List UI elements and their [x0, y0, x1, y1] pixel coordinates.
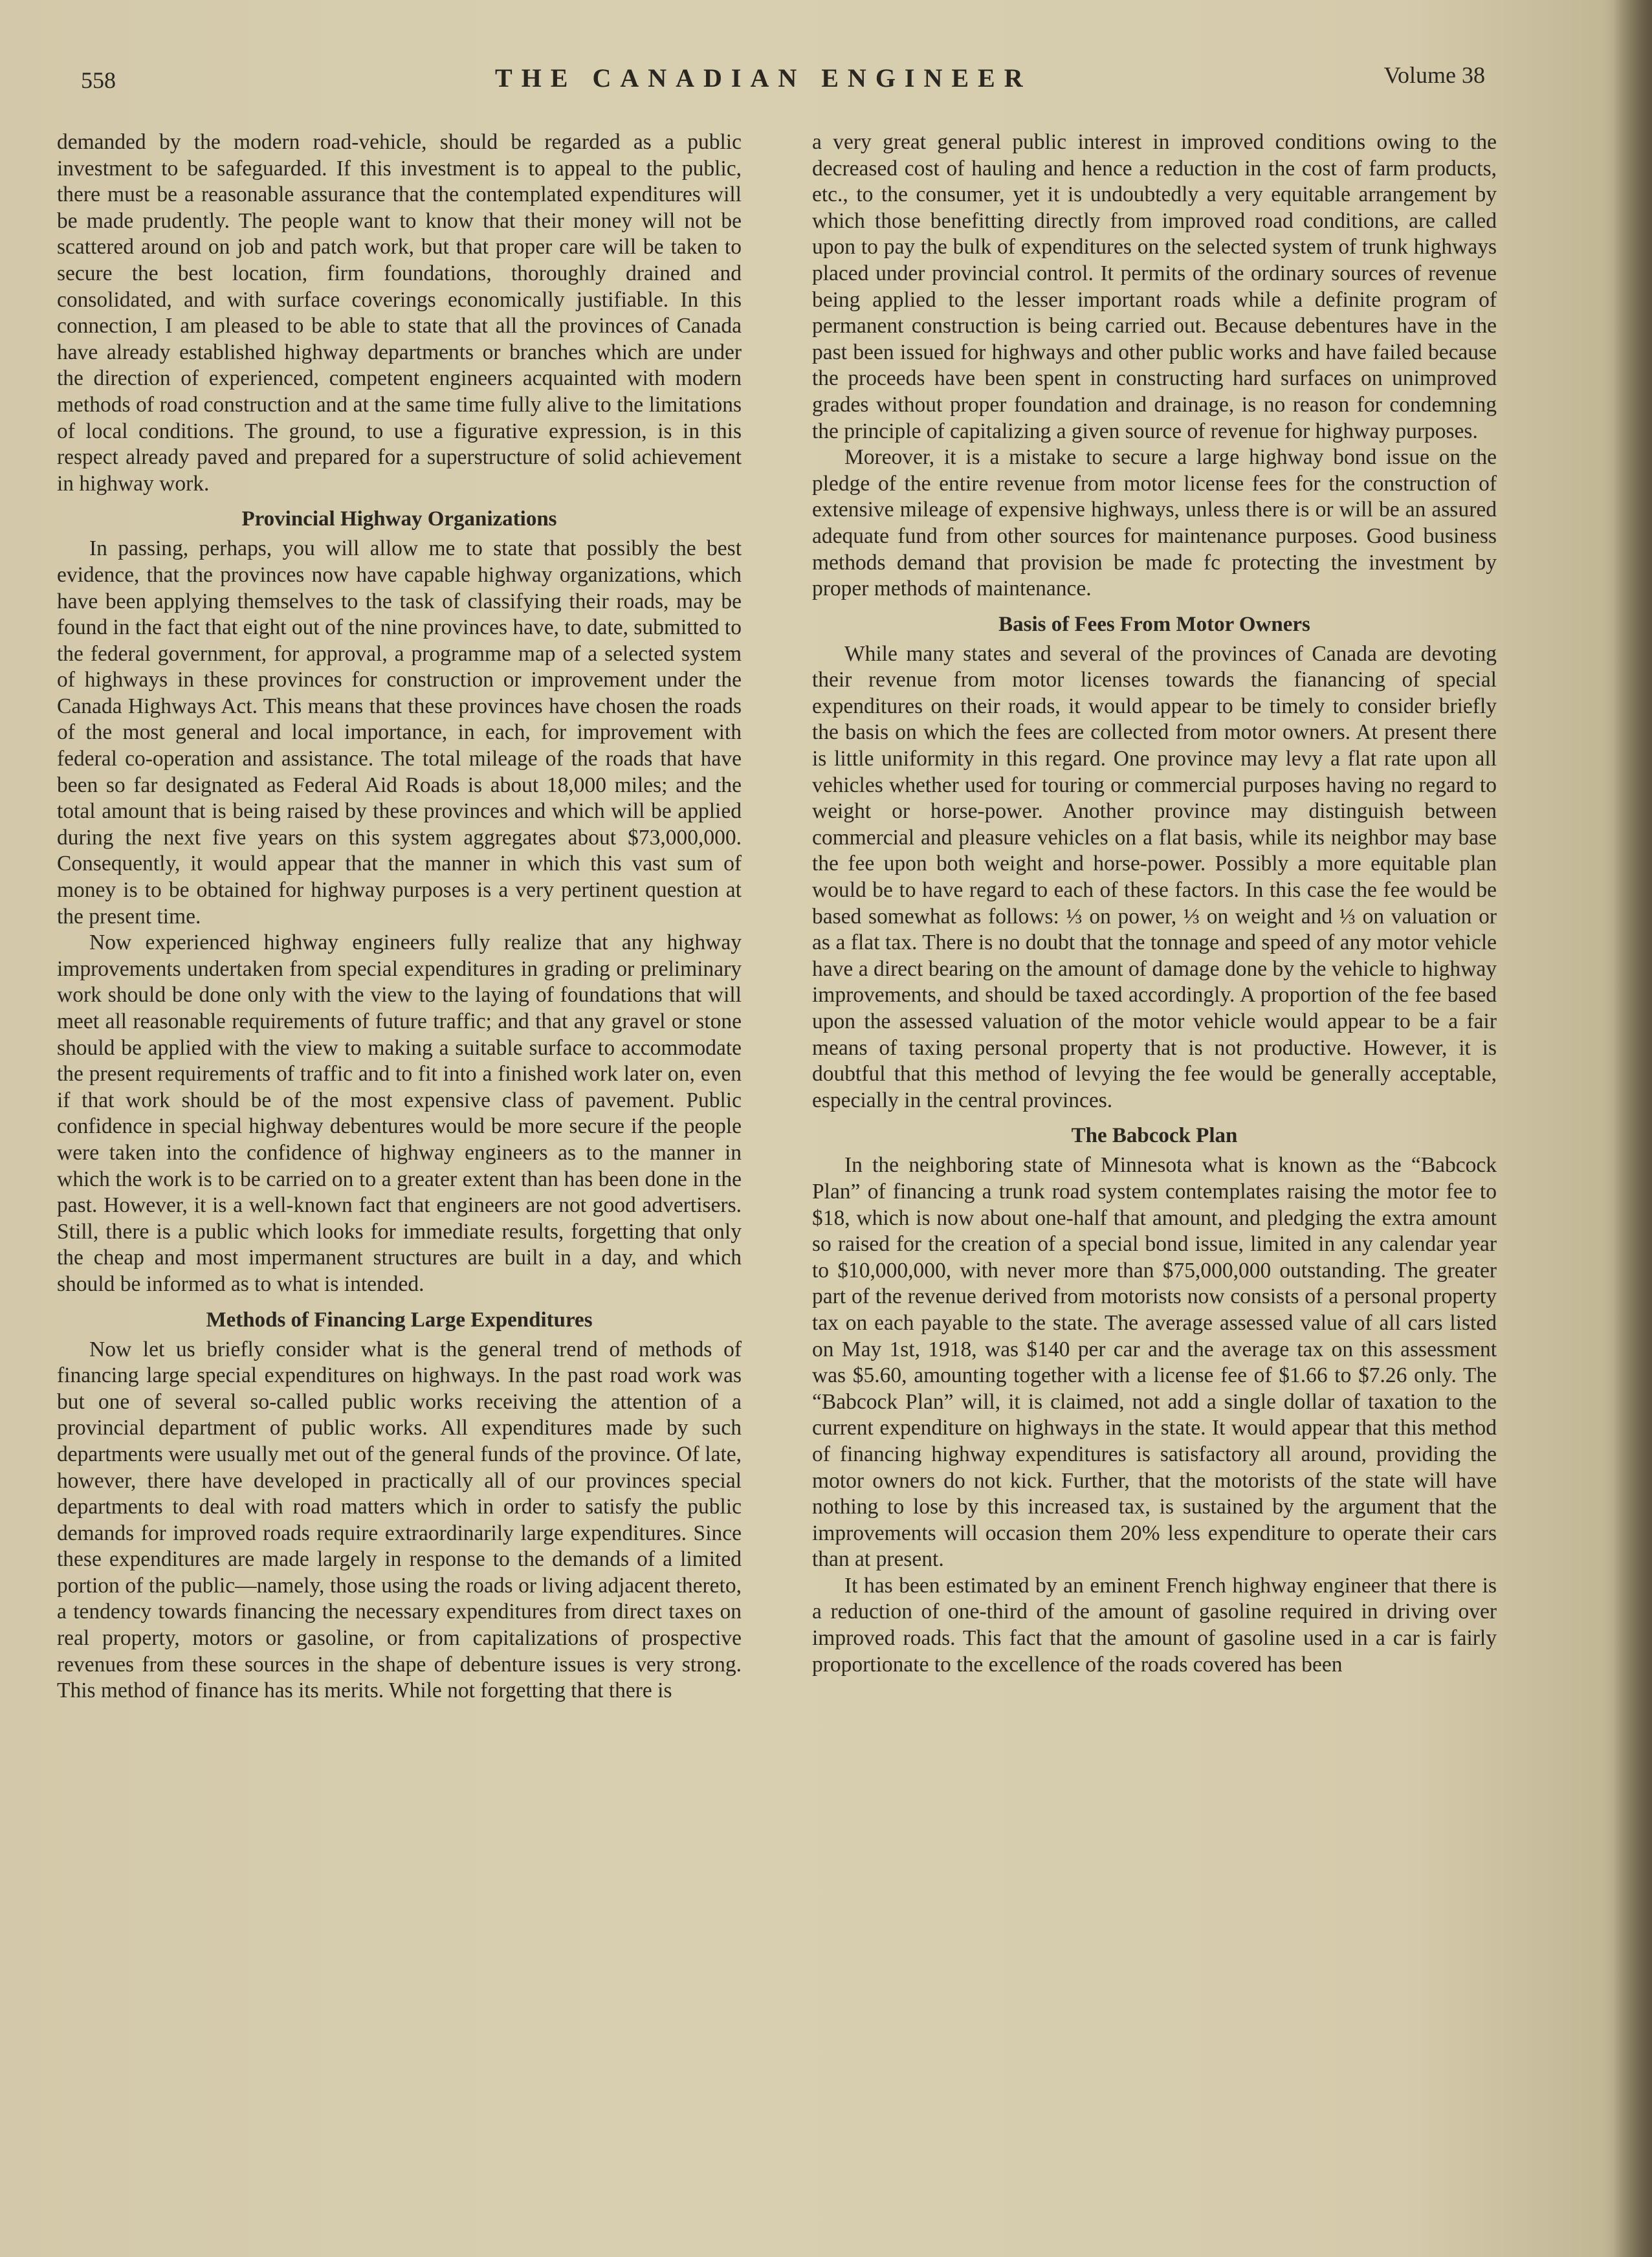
- page-number: 558: [81, 67, 116, 93]
- section-heading: Basis of Fees From Motor Owners: [998, 612, 1310, 636]
- section-heading: The Babcock Plan: [1071, 1124, 1238, 1148]
- binding-shadow: [1613, 0, 1652, 2257]
- section-heading: Methods of Financing Large Expenditures: [206, 1308, 593, 1332]
- volume-label: Volume 38: [1383, 62, 1485, 88]
- paragraph: Now let us briefly consider what is the general trend of methods of financing large special expenditures on highways. In the past road work was but one of several so-called public works receiving the attention of a provincial department of public works. All expenditures made by such departments were usually met out of the general funds of the province. Of late, however, there have developed in practically all of our provinces special departments to deal with road matters which in order to satisfy the public demands for improved roads require extraordinarily large expenditures. Since these expenditures are made largely in response to the demands of a limited portion of the public—namely, those using the roads or living adjacent thereto, a tendency towards financing the necessary expenditures from direct taxes on real property, motors or gasoline, or from capitalizations of prospective revenues from these sources in the shape of debenture issues is very strong. This method of finance has its merits. While not forgetting that there is: [57, 1337, 742, 1703]
- paragraph: a very great general public interest in improved conditions owing to the decreased cost of hauling and hence a reduction in the cost of farm products, etc., to the consumer, yet it is undoubtedly a very equitable arrangement by which those benefitting directly from improved road conditions, are called upon to pay the bulk of expenditures on the selected system of trunk highways placed under provincial control. It permits of the ordinary sources of revenue being applied to the lesser important roads while a definite program of permanent construction is being carried out. Because debentures have in the past been issued for highways and other public works and have failed because the proceeds have been spent in constructing hard surfaces on unimproved grades without proper foundation and drainage, is no reason for condemning the principle of capitalizing a given source of revenue for highway purposes.: [812, 130, 1497, 443]
- left-column: [57, 129, 742, 1704]
- journal-title: THE CANADIAN ENGINEER: [495, 63, 1032, 93]
- paragraph: It has been estimated by an eminent French highway engineer that there is a reduction of one-third of the amount of gasoline required in driving over improved roads. This fact that the amount of gasoline used in a car is fairly proportionate to the excellence of the roads covered has been: [812, 1573, 1497, 1677]
- paragraph: In passing, perhaps, you will allow me to state that possibly the best evidence, that the provinces now have capable highway organizations, which have been applying themselves to the task of classifying their roads, may be found in the fact that eight out of the nine provinces have, to date, submitted to the federal government, for approval, a programme map of a selected system of highways in these provinces for construction or improvement under the Canada Highways Act. This means that these provinces have chosen the roads of the most general and local importance, in each, for improvement with federal co-operation and assistance. The total mileage of the roads that have been so far designated as Federal Aid Roads is about 18,000 miles; and the total amount that is being raised by these provinces and which will be applied during the next five years on this system aggregates about $73,000,000. Consequently, it would appear that the manner in which this vast sum of money is to be obtained for highway purposes is a very pertinent question at the present time.: [57, 536, 742, 929]
- right-column: [812, 129, 1497, 1678]
- section-heading: Provincial Highway Organizations: [241, 507, 557, 531]
- paragraph: In the neighboring state of Minnesota what is known as the “Babcock Plan” of financing a trunk road system contemplates raising the motor fee to $18, which is now about one-half that amount, and pledging the extra amount so raised for the creation of a special bond issue, limited in any calendar year to $10,000,000, with never more than $75,000,000 outstanding. The greater part of the revenue derived from motorists now consists of a personal property tax on each payable to the state. The average assessed value of all cars listed on May 1st, 1918, was $140 per car and the average tax on this assessment was $5.60, amounting together with a license fee of $1.66 to $7.26 only. The “Babcock Plan” will, it is claimed, not add a single dollar of taxation to the current expenditure on highways in the state. It would appear that this method of financing highway expenditures is satisfactory all around, providing the motor owners do not kick. Further, that the motorists of the state will have nothing to lose by this increased tax, is sustained by the argument that the improvements will occasion them 20% less expenditure to operate their cars than at present.: [812, 1153, 1497, 1572]
- paragraph: While many states and several of the provinces of Canada are devoting their revenue from motor licenses towards the fianancing of special expenditures on their roads, it would appear to be timely to consider briefly the basis on which the fees are collected from motor owners. At present there is little uniformity in this regard. One province may levy a flat rate upon all vehicles whether used for touring or commercial purposes having no regard to weight or horse-power. Another province may distinguish between commercial and pleasure vehicles on a flat basis, while its neighbor may base the fee upon both weight and horse-power. Possibly a more equitable plan would be to have regard to each of these factors. In this case the fee would be based somewhat as follows: ⅓ on power, ⅓ on weight and ⅓ on valuation or as a flat tax. There is no doubt that the tonnage and speed of any motor vehicle have a direct bearing on the amount of damage done by the vehicle to highway improvements, and should be taxed accordingly. A proportion of the fee based upon the assessed valuation of the motor vehicle would appear to be a fair means of taxing personal property that is not productive. However, it is doubtful that this method of levying the fee would be generally acceptable, especially in the central provinces.: [812, 641, 1497, 1112]
- page-header: [81, 61, 1485, 100]
- paragraph: demanded by the modern road-vehicle, should be regarded as a public investment to be safeguarded. If this investment is to appeal to the public, there must be a reasonable assurance that the contemplated expenditures will be made prudently. The people want to know that their money will not be scattered around on job and patch work, but that proper care will be taken to secure the best location, firm foundations, thoroughly drained and consolidated, and with surface coverings economically justifiable. In this connection, I am pleased to be able to state that all the provinces of Canada have already established highway departments or branches which are under the direction of experienced, competent engineers acquainted with modern methods of road construction and at the same time fully alive to the limitations of local conditions. The ground, to use a figurative expression, is in this respect already paved and prepared for a superstructure of solid achievement in highway work.: [57, 130, 742, 496]
- paragraph: Now experienced highway engineers fully realize that any highway improvements undertaken from special expenditures in grading or preliminary work should be done only with the view to the laying of foundations that will meet all reasonable requirements of future traffic; and that any gravel or stone should be applied with the view to making a suitable surface to accommodate the present requirements of traffic and to fit into a finished work later on, even if that work should be of the most expensive class of pavement. Public confidence in special highway debentures would be more secure if the people were taken into the confidence of highway engineers as to the manner in which the work is to be carried on to a greater extent than has been done in the past. However, it is a well-known fact that engineers are not good advertisers. Still, there is a public which looks for immediate results, forgetting that only the cheap and most impermanent structures are built in a day, and which should be informed as to what is intended.: [57, 930, 742, 1296]
- paragraph: Moreover, it is a mistake to secure a large highway bond issue on the pledge of the entire revenue from motor license fees for the construction of extensive mileage of expensive highways, unless there is or will be an assured adequate fund from other sources for maintenance purposes. Good business methods demand that provision be made fc protecting the investment by proper methods of maintenance.: [812, 445, 1497, 601]
